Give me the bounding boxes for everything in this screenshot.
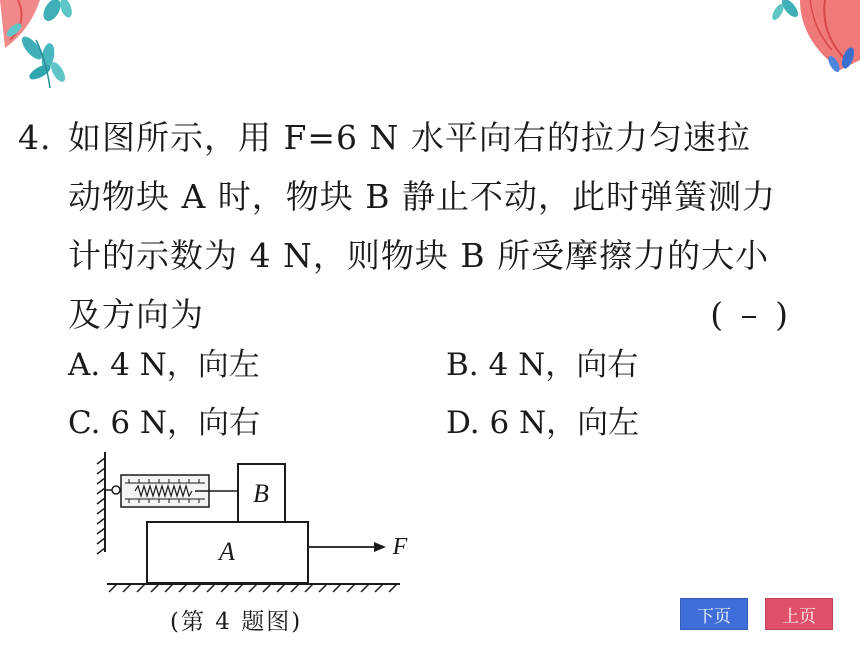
option-label: C. (68, 404, 101, 441)
option-text: 6 N，向右 (110, 404, 261, 441)
option-d[interactable] (446, 397, 824, 442)
spring-scale (105, 475, 238, 507)
question-text-line: 动物块 A 时，物块 B 静止不动，此时弹簧测力 (68, 177, 777, 216)
next-page-button[interactable]: 下页 (680, 598, 748, 630)
bracket-open: ( (710, 295, 724, 334)
block-a-label: A (219, 537, 235, 566)
leaf-decoration-left (0, 0, 110, 95)
previous-page-button[interactable]: 上页 (765, 598, 833, 630)
option-text: 6 N，向左 (489, 404, 640, 441)
options-row-1 (68, 332, 824, 390)
wall (97, 452, 105, 554)
question-line-2 (18, 167, 818, 226)
option-text: 4 N，向右 (488, 346, 639, 383)
force-label: F (392, 534, 408, 560)
ground (107, 584, 400, 592)
options-row-2 (68, 390, 824, 448)
option-label: D. (446, 404, 480, 441)
question-number: 4. (18, 118, 52, 157)
answer-blank[interactable] (742, 316, 756, 318)
question-line-1 (18, 108, 818, 167)
figure-caption: (第 4 题图) (170, 609, 303, 635)
question-text-line: 计的示数为 4 N，则物块 B 所受摩擦力的大小 (68, 236, 770, 275)
block-b-label: B (253, 479, 269, 508)
option-label: B. (446, 346, 479, 383)
force-arrow (308, 542, 386, 552)
bracket-close: ) (775, 295, 788, 334)
question-text-line: 及方向为 (68, 295, 204, 334)
option-a[interactable] (68, 339, 446, 384)
answer-options (68, 332, 824, 448)
question-block (18, 108, 818, 344)
physics-figure (95, 450, 425, 600)
option-c[interactable] (68, 397, 446, 442)
question-text-line: 如图所示，用 F=6 N 水平向右的拉力匀速拉 (68, 118, 751, 157)
leaf-decoration-right (730, 0, 860, 80)
question-line-3 (18, 226, 818, 285)
option-label: A. (68, 346, 101, 383)
option-text: 4 N，向左 (110, 346, 260, 383)
option-b[interactable] (446, 339, 824, 384)
